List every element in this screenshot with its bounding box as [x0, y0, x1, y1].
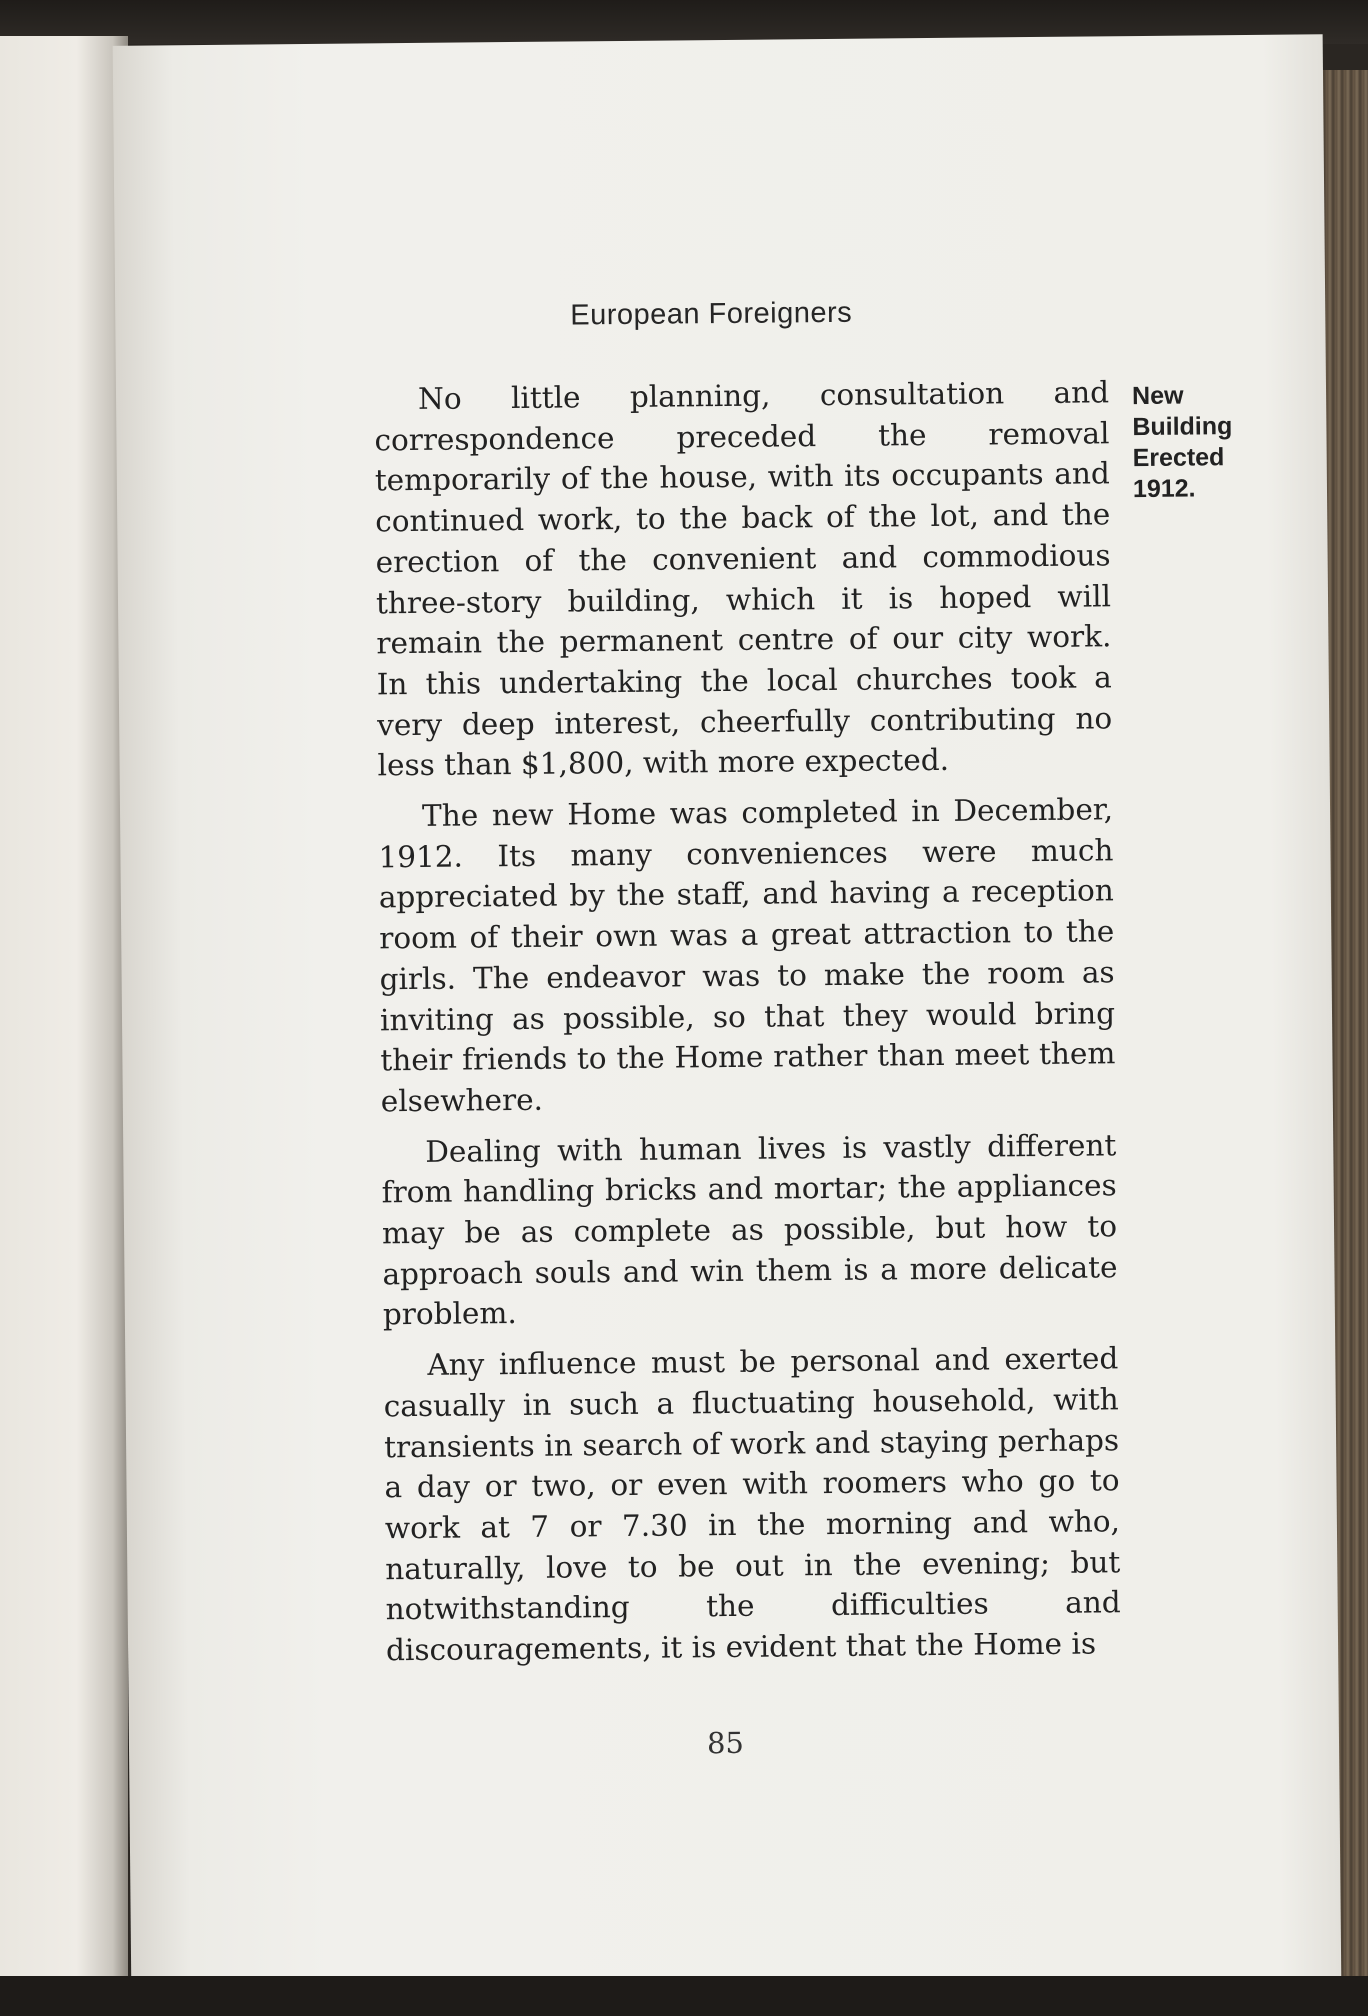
- margin-note-line: New: [1131, 381, 1184, 411]
- margin-note-line: Erected: [1132, 443, 1225, 473]
- body-text: [374, 372, 1121, 1681]
- margin-note-line: 1912.: [1132, 474, 1196, 504]
- paragraph: Dealing with human lives is vastly different from handling bricks and mortar; the appliances may be as complete as possible, but how to approach souls and win them is a more delicate problem.: [381, 1127, 1118, 1332]
- paragraph: The new Home was completed in December, 1912. Its many conveniences were much appreciated by the staff, and having a reception room of their own was a great attraction to the girls. The endeavor was to make the room as inviting as possible, so that they would bring their friends to the Home rather than meet them elsewhere.: [378, 792, 1116, 1119]
- margin-note: [1132, 380, 1283, 505]
- facing-page-edge: [0, 36, 128, 1986]
- margin-note-line: Building: [1132, 412, 1233, 442]
- running-header: European Foreigners: [570, 296, 853, 332]
- paragraph: Any influence must be personal and exerted casually in such a fluctuating household, with transients in search of work and staying perhaps a day or two, or even with roomers who go to work at 7 or 7.30 in the morning and who, naturally, love to be out in the evening; but notwithstanding the difficulties and discouragements, it is evident that the Home is: [383, 1341, 1121, 1668]
- paragraph: No little planning, consultation and correspondence preceded the removal temporarily of the house, with its occupants and continued work, to the back of the lot, and the erection of the convenient and commodious three-story building, which it is hoped will remain the permanent centre of our city work. In this undertaking the local churches took a very deep interest, cheerfully contributing no less than $1,800, with more expected.: [374, 375, 1113, 783]
- page-number: 85: [706, 1725, 745, 1761]
- book-page: [113, 34, 1342, 1996]
- scan-background-bottom: [0, 1976, 1368, 2016]
